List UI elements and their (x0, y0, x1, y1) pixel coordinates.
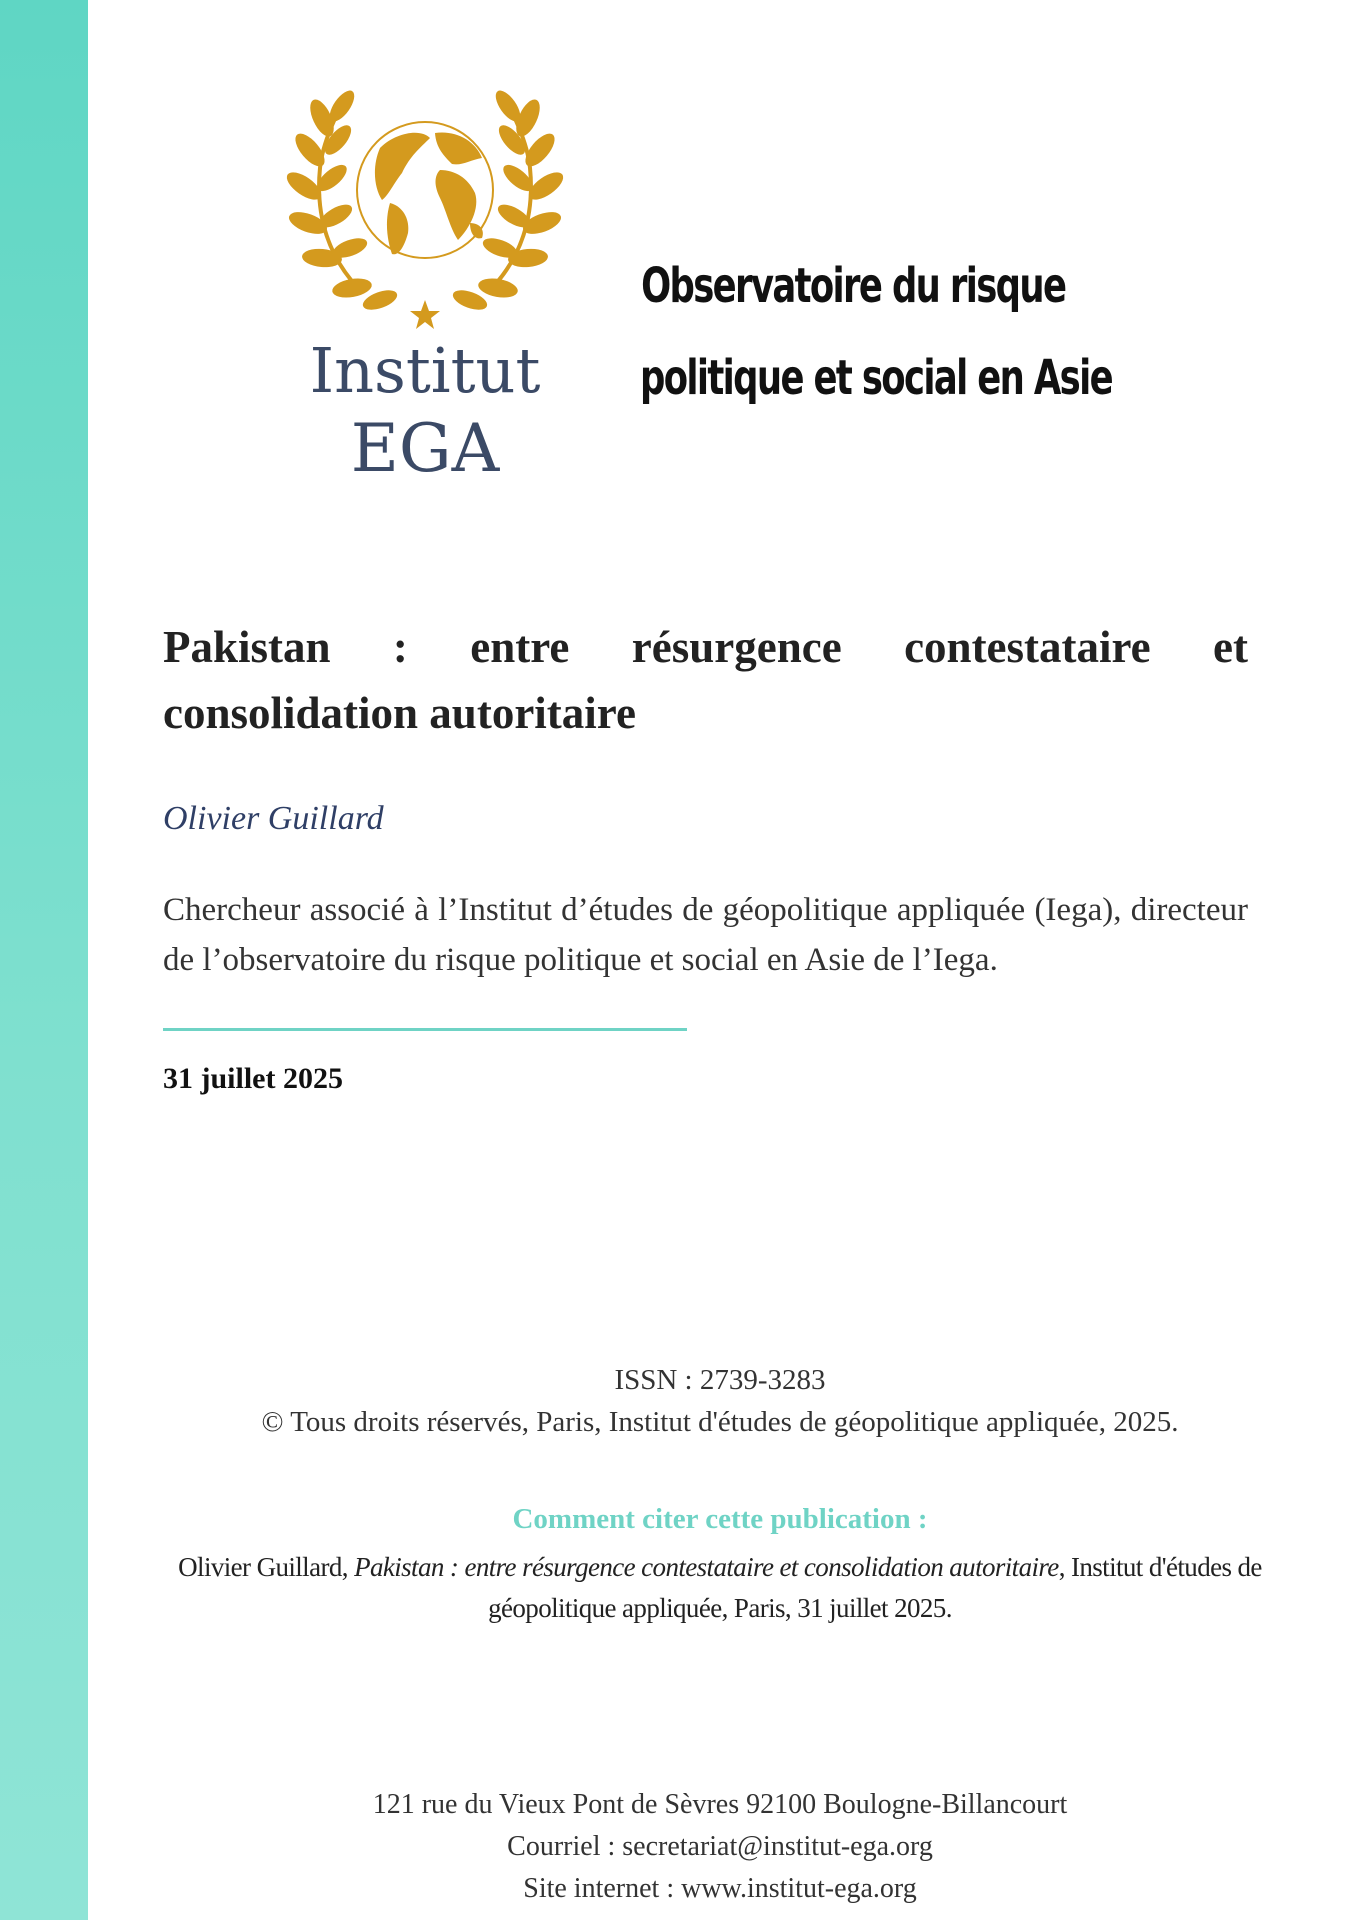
copyright-notice: © Tous droits réservés, Paris, Institut d'études de géopolitique appliquée, 2025. (261, 1406, 1179, 1438)
logo-line-institut: Institut (309, 334, 541, 407)
document-title: Pakistan : entre résurgence contestataire et consolidation autoritaire (163, 622, 1248, 738)
issn: ISSN : 2739-3283 (614, 1364, 826, 1396)
email-line[interactable]: Courriel : secretariat@institut-ega.org (507, 1831, 933, 1862)
citation-title: Pakistan : entre résurgence contestataire et consolidation autoritaire (354, 1552, 1059, 1582)
website-line[interactable]: Site internet : www.institut-ega.org (523, 1873, 917, 1904)
logo-line-ega: EGA (350, 410, 500, 487)
divider-line (163, 1028, 687, 1031)
citation-rest: , Institut d'études de géopolitique appliquée, Paris, 31 juillet 2025. (488, 1552, 1262, 1623)
author-affiliation: Chercheur associé à l’Institut d’études de géopolitique appliquée (Iega), directeur de l’observatoire du risque politique et social en Asie de l’Iega. (163, 892, 1248, 978)
postal-address: 121 rue du Vieux Pont de Sèvres 92100 Boulogne-Billancourt (372, 1789, 1068, 1820)
citation-text (120, 1547, 1320, 1629)
author-name: Olivier Guillard (163, 800, 384, 837)
side-color-band (0, 0, 88, 1920)
institut-ega-logo (270, 78, 580, 487)
observatory-title-line2: politique et social en Asie (640, 350, 1112, 406)
footer-contact (120, 1784, 1320, 1910)
observatory-title (640, 240, 1112, 424)
citation-author: Olivier Guillard, (178, 1552, 355, 1582)
publication-date: 31 juillet 2025 (163, 1062, 343, 1095)
citation-heading: Comment citer cette publication : (512, 1503, 928, 1535)
laurel-globe-icon (270, 78, 580, 333)
observatory-title-line1: Observatoire du risque (641, 258, 1066, 314)
